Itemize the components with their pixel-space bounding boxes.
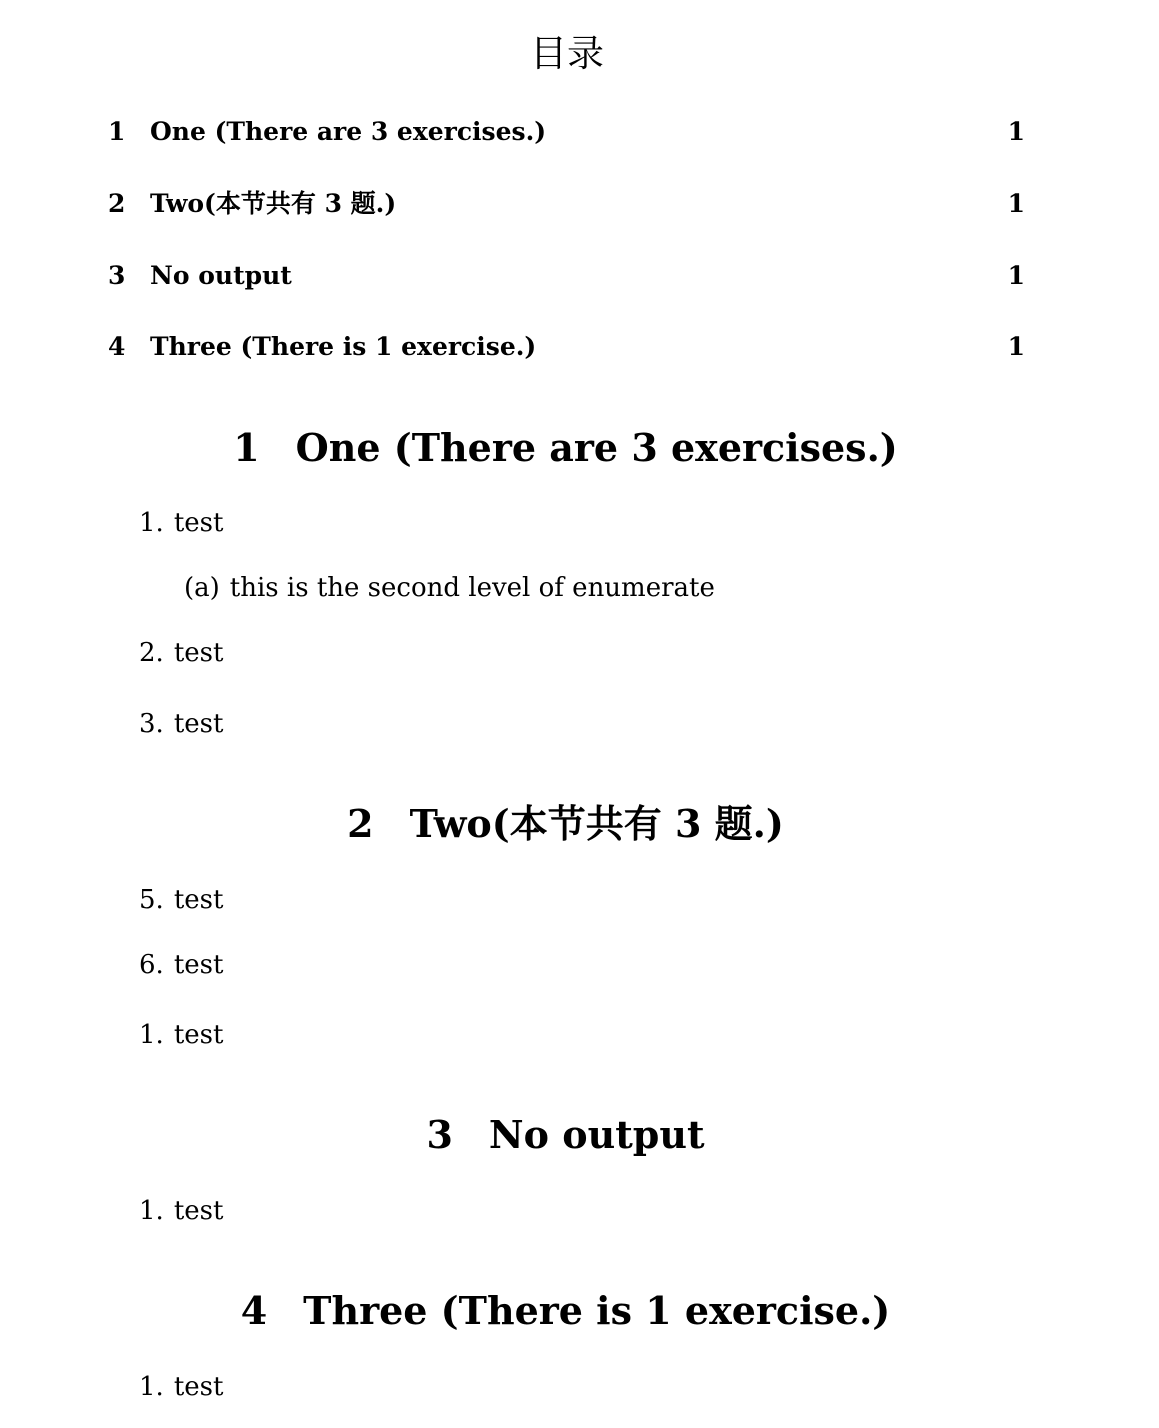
toc-entry-page[interactable]: 1 [1007, 332, 1025, 361]
toc-entry[interactable] [108, 329, 1025, 365]
toc-entry-number: 1 [108, 117, 126, 146]
toc-title: 目录 [530, 32, 604, 75]
list-item-text: test [173, 1372, 224, 1402]
section-number: 2 [347, 801, 374, 846]
list-item-text: test [173, 709, 224, 739]
section-heading [0, 1110, 1131, 1160]
list-item-label: 5. [139, 885, 164, 915]
list-item-label: 1. [139, 1196, 164, 1226]
toc-entry[interactable] [108, 186, 1025, 222]
list-item-label: 3. [139, 709, 164, 739]
section-title: Two(本节共有 3 题.) [409, 801, 784, 846]
section-number: 4 [240, 1288, 268, 1333]
list-item-text: test [173, 1020, 224, 1050]
section-title: No output [488, 1112, 705, 1157]
section-number: 3 [426, 1112, 453, 1157]
list-item-label: 1. [139, 508, 164, 538]
section-title: One (There are 3 exercises.) [295, 425, 898, 470]
toc-entry-page[interactable]: 1 [1007, 189, 1025, 218]
list-item-text: test [173, 950, 224, 980]
section-title: Three (There is 1 exercise.) [303, 1288, 891, 1333]
list-item [139, 636, 223, 670]
toc-entry-title[interactable]: No output [150, 261, 292, 290]
section-heading [0, 799, 1131, 849]
section-heading [0, 1286, 1131, 1336]
toc-entry-page[interactable]: 1 [1007, 261, 1025, 290]
list-item-label: 1. [139, 1372, 164, 1402]
list-item [139, 707, 223, 741]
list-item-text: this is the second level of enumerate [229, 573, 715, 603]
list-item [139, 1018, 223, 1052]
toc-entry[interactable] [108, 114, 1025, 150]
list-item [139, 1194, 223, 1228]
toc-entry-page[interactable]: 1 [1007, 117, 1025, 146]
list-item-label: 1. [139, 1020, 164, 1050]
toc-entry-number: 2 [108, 189, 126, 218]
sub-list-item [184, 571, 715, 605]
list-item-text: test [173, 638, 224, 668]
list-item [139, 506, 223, 540]
list-item-label: (a) [184, 573, 220, 603]
toc-entry-title[interactable]: Three (There is 1 exercise.) [150, 332, 537, 361]
list-item-label: 6. [139, 950, 164, 980]
list-item-text: test [173, 1196, 224, 1226]
toc-entry-title[interactable]: One (There are 3 exercises.) [150, 117, 547, 146]
list-item-text: test [173, 885, 224, 915]
toc-entry-title[interactable]: Two(本节共有 3 题.) [150, 189, 397, 218]
section-heading [0, 423, 1131, 473]
list-item [139, 883, 223, 917]
list-item-label: 2. [139, 638, 164, 668]
list-item-text: test [173, 508, 224, 538]
toc-entry[interactable] [108, 258, 1025, 294]
list-item [139, 948, 223, 982]
list-item [139, 1370, 223, 1404]
toc-entry-number: 3 [108, 261, 126, 290]
section-number: 1 [233, 425, 260, 470]
toc-entry-number: 4 [108, 332, 126, 361]
